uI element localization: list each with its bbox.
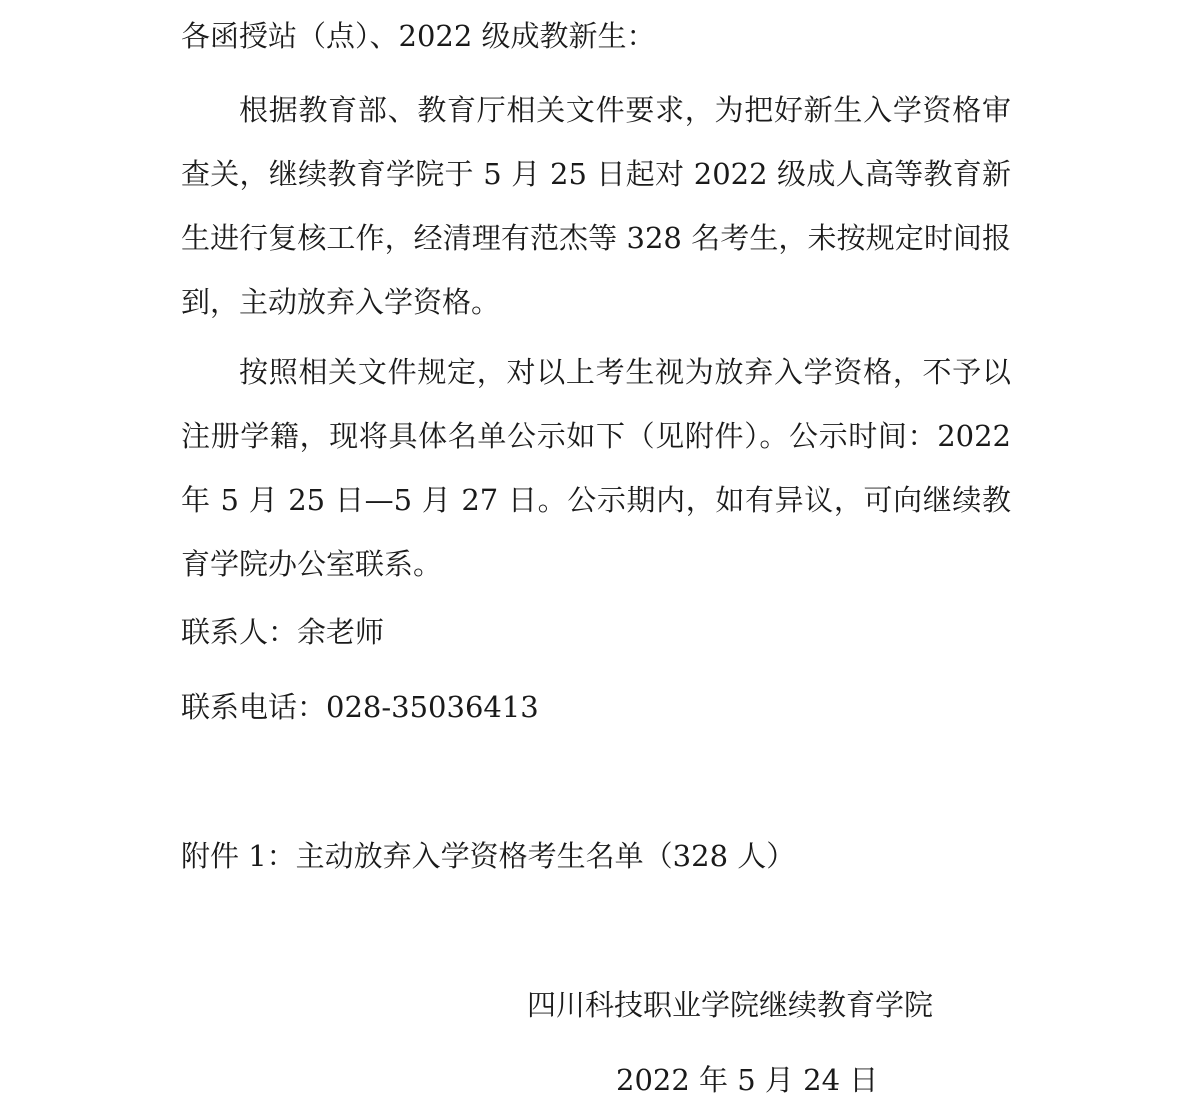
- paragraph-publicity-notice: 按照相关文件规定，对以上考生视为放弃入学资格，不予以注册学籍，现将具体名单公示如下（见附件）。公示时间：2022 年 5 月 25 日—5 月 27 日。公示期内，如有异议，可向继续教育学院办公室联系。: [181, 355, 1011, 581]
- salutation: 各函授站（点）、2022 级成教新生：: [181, 19, 656, 53]
- signature-organization: 四川科技职业学院继续教育学院: [527, 988, 934, 1022]
- contact-person: 联系人：余老师: [181, 615, 385, 649]
- attachment-line: 附件 1：主动放弃入学资格考生名单（328 人）: [181, 839, 796, 873]
- signature-date: 2022 年 5 月 24 日: [616, 1063, 879, 1097]
- paragraph-review-notice: 根据教育部、教育厅相关文件要求，为把好新生入学资格审查关，继续教育学院于 5 月 25 日起对 2022 级成人高等教育新生进行复核工作，经清理有范杰等 328 名考生，未按规定时间报到，主动放弃入学资格。: [181, 93, 1011, 319]
- contact-phone: 联系电话：028-35036413: [181, 690, 539, 724]
